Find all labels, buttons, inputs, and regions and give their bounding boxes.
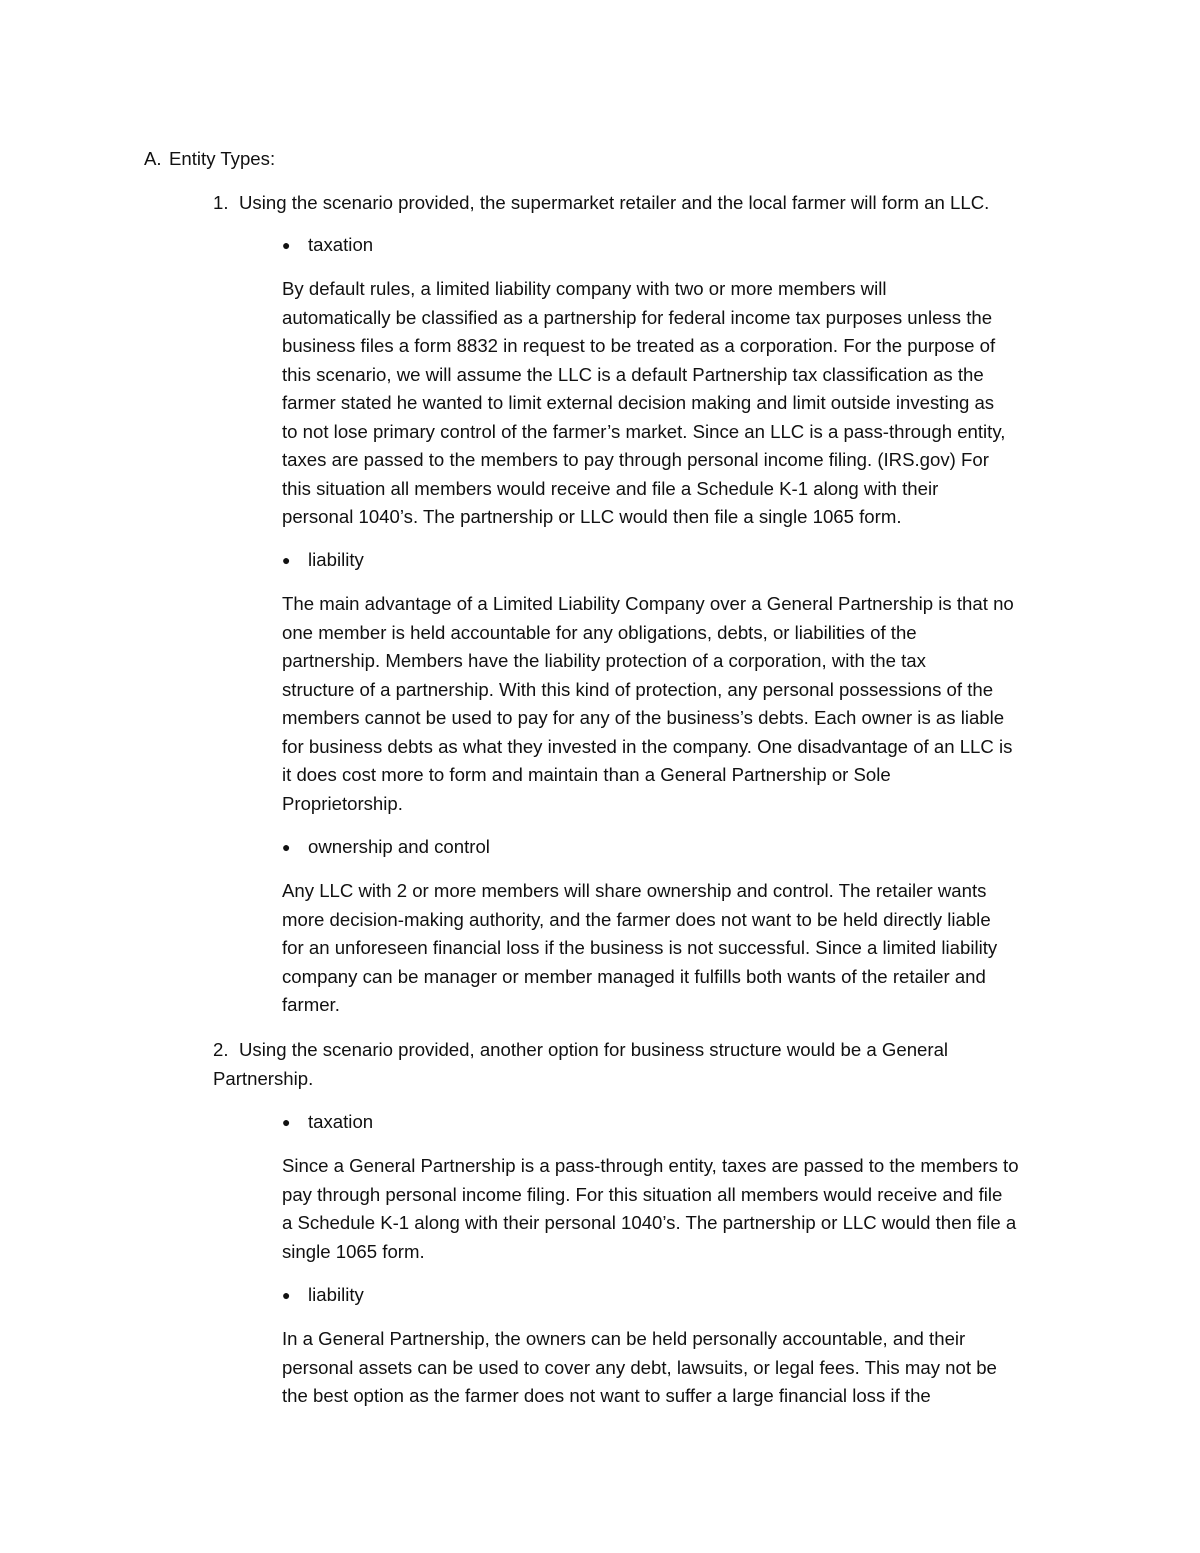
bullet-item [282,234,373,256]
paragraph-line: Since a General Partnership is a pass-through entity, taxes are passed to the members to [282,1155,1019,1176]
list-item-title: Using the scenario provided, another option for business structure would be a General [239,1039,949,1060]
list-item-title-continued: Partnership. [213,1068,314,1089]
bullet-icon: ● [282,552,291,568]
body-paragraph [282,877,1082,1020]
body-paragraph [282,1325,1082,1411]
bullet-icon: ● [282,237,291,253]
paragraph-line: Any LLC with 2 or more members will share ownership and control. The retailer wants [282,880,987,901]
paragraph-line: By default rules, a limited liability company with two or more members will [282,278,887,299]
paragraph-line: structure of a partnership. With this kind of protection, any personal possessions of the [282,678,994,700]
bullet-label: taxation [308,234,374,255]
paragraph-line: The main advantage of a Limited Liability Company over a General Partnership is that no [282,593,1014,614]
paragraph-line: for an unforeseen financial loss if the business is not successful. Since a limited liability [282,937,998,958]
bullet-item [282,1284,364,1306]
bullet-icon: ● [282,1287,291,1303]
section-marker: A. [144,148,162,169]
paragraph-line: single 1065 form. [282,1240,425,1262]
paragraph-line: to not lose primary control of the farmer’s market. Since an LLC is a pass-through entity, [282,420,1006,442]
paragraph-line: this scenario, we will assume the LLC is a default Partnership tax classification as the [282,363,984,385]
paragraph-line: personal 1040’s. The partnership or LLC would then file a single 1065 form. [282,506,902,527]
list-item-title: Using the scenario provided, the supermarket retailer and the local farmer will form an LLC. [239,192,990,213]
bullet-item [282,836,490,858]
bullet-label: ownership and control [308,836,490,857]
body-paragraph [282,1152,1082,1266]
paragraph-line: farmer. [282,994,340,1015]
bullet-item [282,549,364,571]
bullet-icon: ● [282,1114,291,1130]
paragraph-line: partnership. Members have the liability protection of a corporation, with the tax [282,650,926,671]
paragraph-line: more decision-making authority, and the farmer does not want to be held directly liable [282,908,991,930]
paragraph-line: pay through personal income filing. For this situation all members would receive and file [282,1183,1003,1205]
paragraph-line: business files a form 8832 in request to be treated as a corporation. For the purpose of [282,335,996,356]
list-item-heading [213,192,989,214]
paragraph-line: company can be manager or member managed it fulfills both wants of the retailer and [282,965,986,987]
list-item-heading [213,1039,948,1061]
paragraph-line: personal assets can be used to cover any debt, lawsuits, or legal fees. This may not be [282,1356,997,1378]
paragraph-line: one member is held accountable for any obligations, debts, or liabilities of the [282,621,917,643]
bullet-icon: ● [282,839,291,855]
section-heading [144,148,275,170]
body-paragraph [282,590,1082,818]
list-item-number: 2. [213,1039,229,1060]
paragraph-line: taxes are passed to the members to pay through personal income filing. (IRS.gov) For [282,449,989,470]
paragraph-line: automatically be classified as a partnership for federal income tax purposes unless the [282,306,993,328]
body-paragraph [282,275,1082,532]
paragraph-line: a Schedule K-1 along with their personal 1040’s. The partnership or LLC would then file a [282,1212,1017,1233]
paragraph-line: it does cost more to form and maintain than a General Partnership or Sole [282,764,891,785]
paragraph-line: this situation all members would receive and file a Schedule K-1 along with their [282,477,939,499]
paragraph-line: Proprietorship. [282,792,403,814]
paragraph-line: In a General Partnership, the owners can be held personally accountable, and their [282,1328,966,1349]
section-title: Entity Types: [169,148,276,169]
paragraph-line: farmer stated he wanted to limit external decision making and limit outside investing as [282,392,995,413]
bullet-label: liability [308,549,364,570]
paragraph-line: members cannot be used to pay for any of the business’s debts. Each owner is as liable [282,707,1005,728]
bullet-item [282,1111,373,1133]
paragraph-line: the best option as the farmer does not want to suffer a large financial loss if the [282,1385,931,1406]
bullet-label: taxation [308,1111,374,1132]
bullet-label: liability [308,1284,364,1305]
list-item-number: 1. [213,192,229,213]
paragraph-line: for business debts as what they invested in the company. One disadvantage of an LLC is [282,735,1013,757]
